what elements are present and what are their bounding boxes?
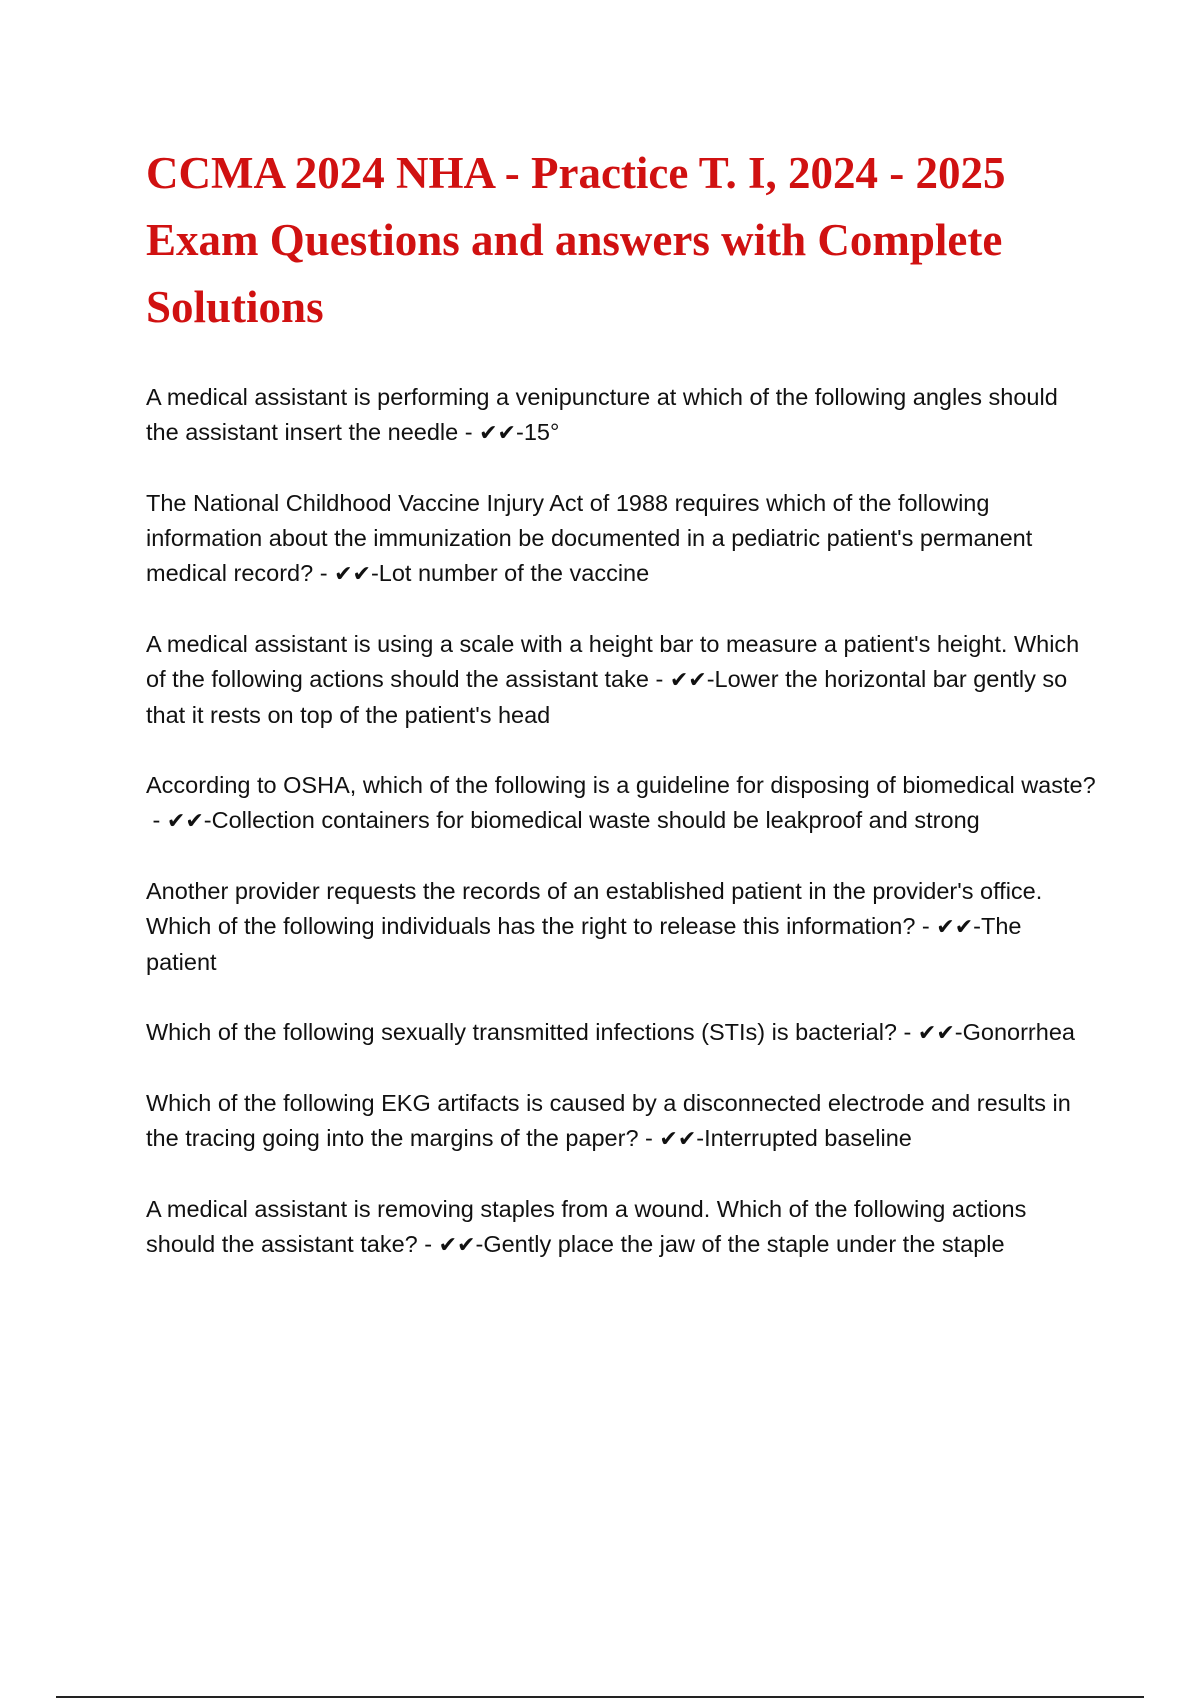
qa-item [146, 486, 1096, 592]
separator: - [915, 913, 937, 939]
answer-prefix: - [475, 1231, 484, 1257]
check-mark-icon: ✔✔ [438, 1233, 476, 1258]
answer-text: Gonorrhea [962, 1019, 1075, 1045]
separator: - [313, 560, 335, 586]
qa-item [146, 1015, 1096, 1051]
answer-text: Interrupted baseline [704, 1125, 912, 1151]
answer-text: Lower the horizontal bar gently so that it rests on top of the patient's head [146, 666, 1068, 728]
question-text: Which of the following sexually transmitted infections (STIs) is bacterial? [146, 1019, 898, 1045]
check-mark-icon: ✔✔ [669, 668, 707, 693]
separator: - [146, 807, 167, 833]
answer-text: Lot number of the vaccine [378, 560, 650, 586]
answer-prefix: - [696, 1125, 705, 1151]
separator: - [417, 1231, 439, 1257]
answer-prefix: - [973, 913, 981, 939]
qa-list [146, 380, 1096, 1298]
question-text: According to OSHA, which of the following is a guideline for disposing of biomedical waste? [146, 772, 1096, 798]
document-title: CCMA 2024 NHA - Practice T. I, 2024 - 2025 Exam Questions and answers with Complete Solutions [146, 148, 1006, 332]
answer-text: Collection containers for biomedical waste should be leakproof and strong [211, 807, 980, 833]
qa-item [146, 1192, 1096, 1263]
footer-rule [56, 1696, 1144, 1698]
answer-text: 15° [523, 419, 560, 445]
separator: - [897, 1019, 918, 1045]
question-text: Another provider requests the records of an established patient in the provider's office. Which of the following individuals has the right to release this information? [146, 878, 1043, 939]
question-text: A medical assistant is removing staples from a wound. Which of the following actions should the assistant take? [146, 1196, 1027, 1257]
qa-item [146, 1086, 1096, 1157]
question-text: A medical assistant is performing a venipuncture at which of the following angles should the assistant insert the needle [146, 384, 1058, 445]
check-mark-icon: ✔✔ [334, 562, 371, 587]
question-text: A medical assistant is using a scale with a height bar to measure a patient's height. Which of the following actions should the assistant take [146, 631, 1080, 692]
answer-prefix: - [954, 1019, 963, 1045]
check-mark-icon: ✔✔ [166, 809, 204, 834]
separator: - [648, 666, 670, 692]
answer-prefix: - [203, 807, 212, 833]
separator: - [458, 419, 480, 445]
check-mark-icon: ✔✔ [917, 1021, 955, 1046]
question-text: Which of the following EKG artifacts is caused by a disconnected electrode and results in the tracing going into the margins of the paper? [146, 1090, 1071, 1151]
qa-item [146, 380, 1096, 451]
qa-item [146, 627, 1096, 733]
check-mark-icon: ✔✔ [479, 421, 516, 446]
answer-text: The patient [146, 913, 1022, 975]
qa-item [146, 874, 1096, 980]
question-text: The National Childhood Vaccine Injury Act of 1988 requires which of the following information about the immunization be documented in a pediatric patient's permanent medical record? [146, 490, 1033, 586]
answer-prefix: - [516, 419, 524, 445]
check-mark-icon: ✔✔ [659, 1127, 697, 1152]
answer-text: Gently place the jaw of the staple under the staple [483, 1231, 1005, 1257]
check-mark-icon: ✔✔ [936, 915, 974, 940]
separator: - [638, 1125, 660, 1151]
qa-item [146, 768, 1096, 839]
answer-prefix: - [370, 560, 379, 586]
answer-prefix: - [706, 666, 715, 692]
